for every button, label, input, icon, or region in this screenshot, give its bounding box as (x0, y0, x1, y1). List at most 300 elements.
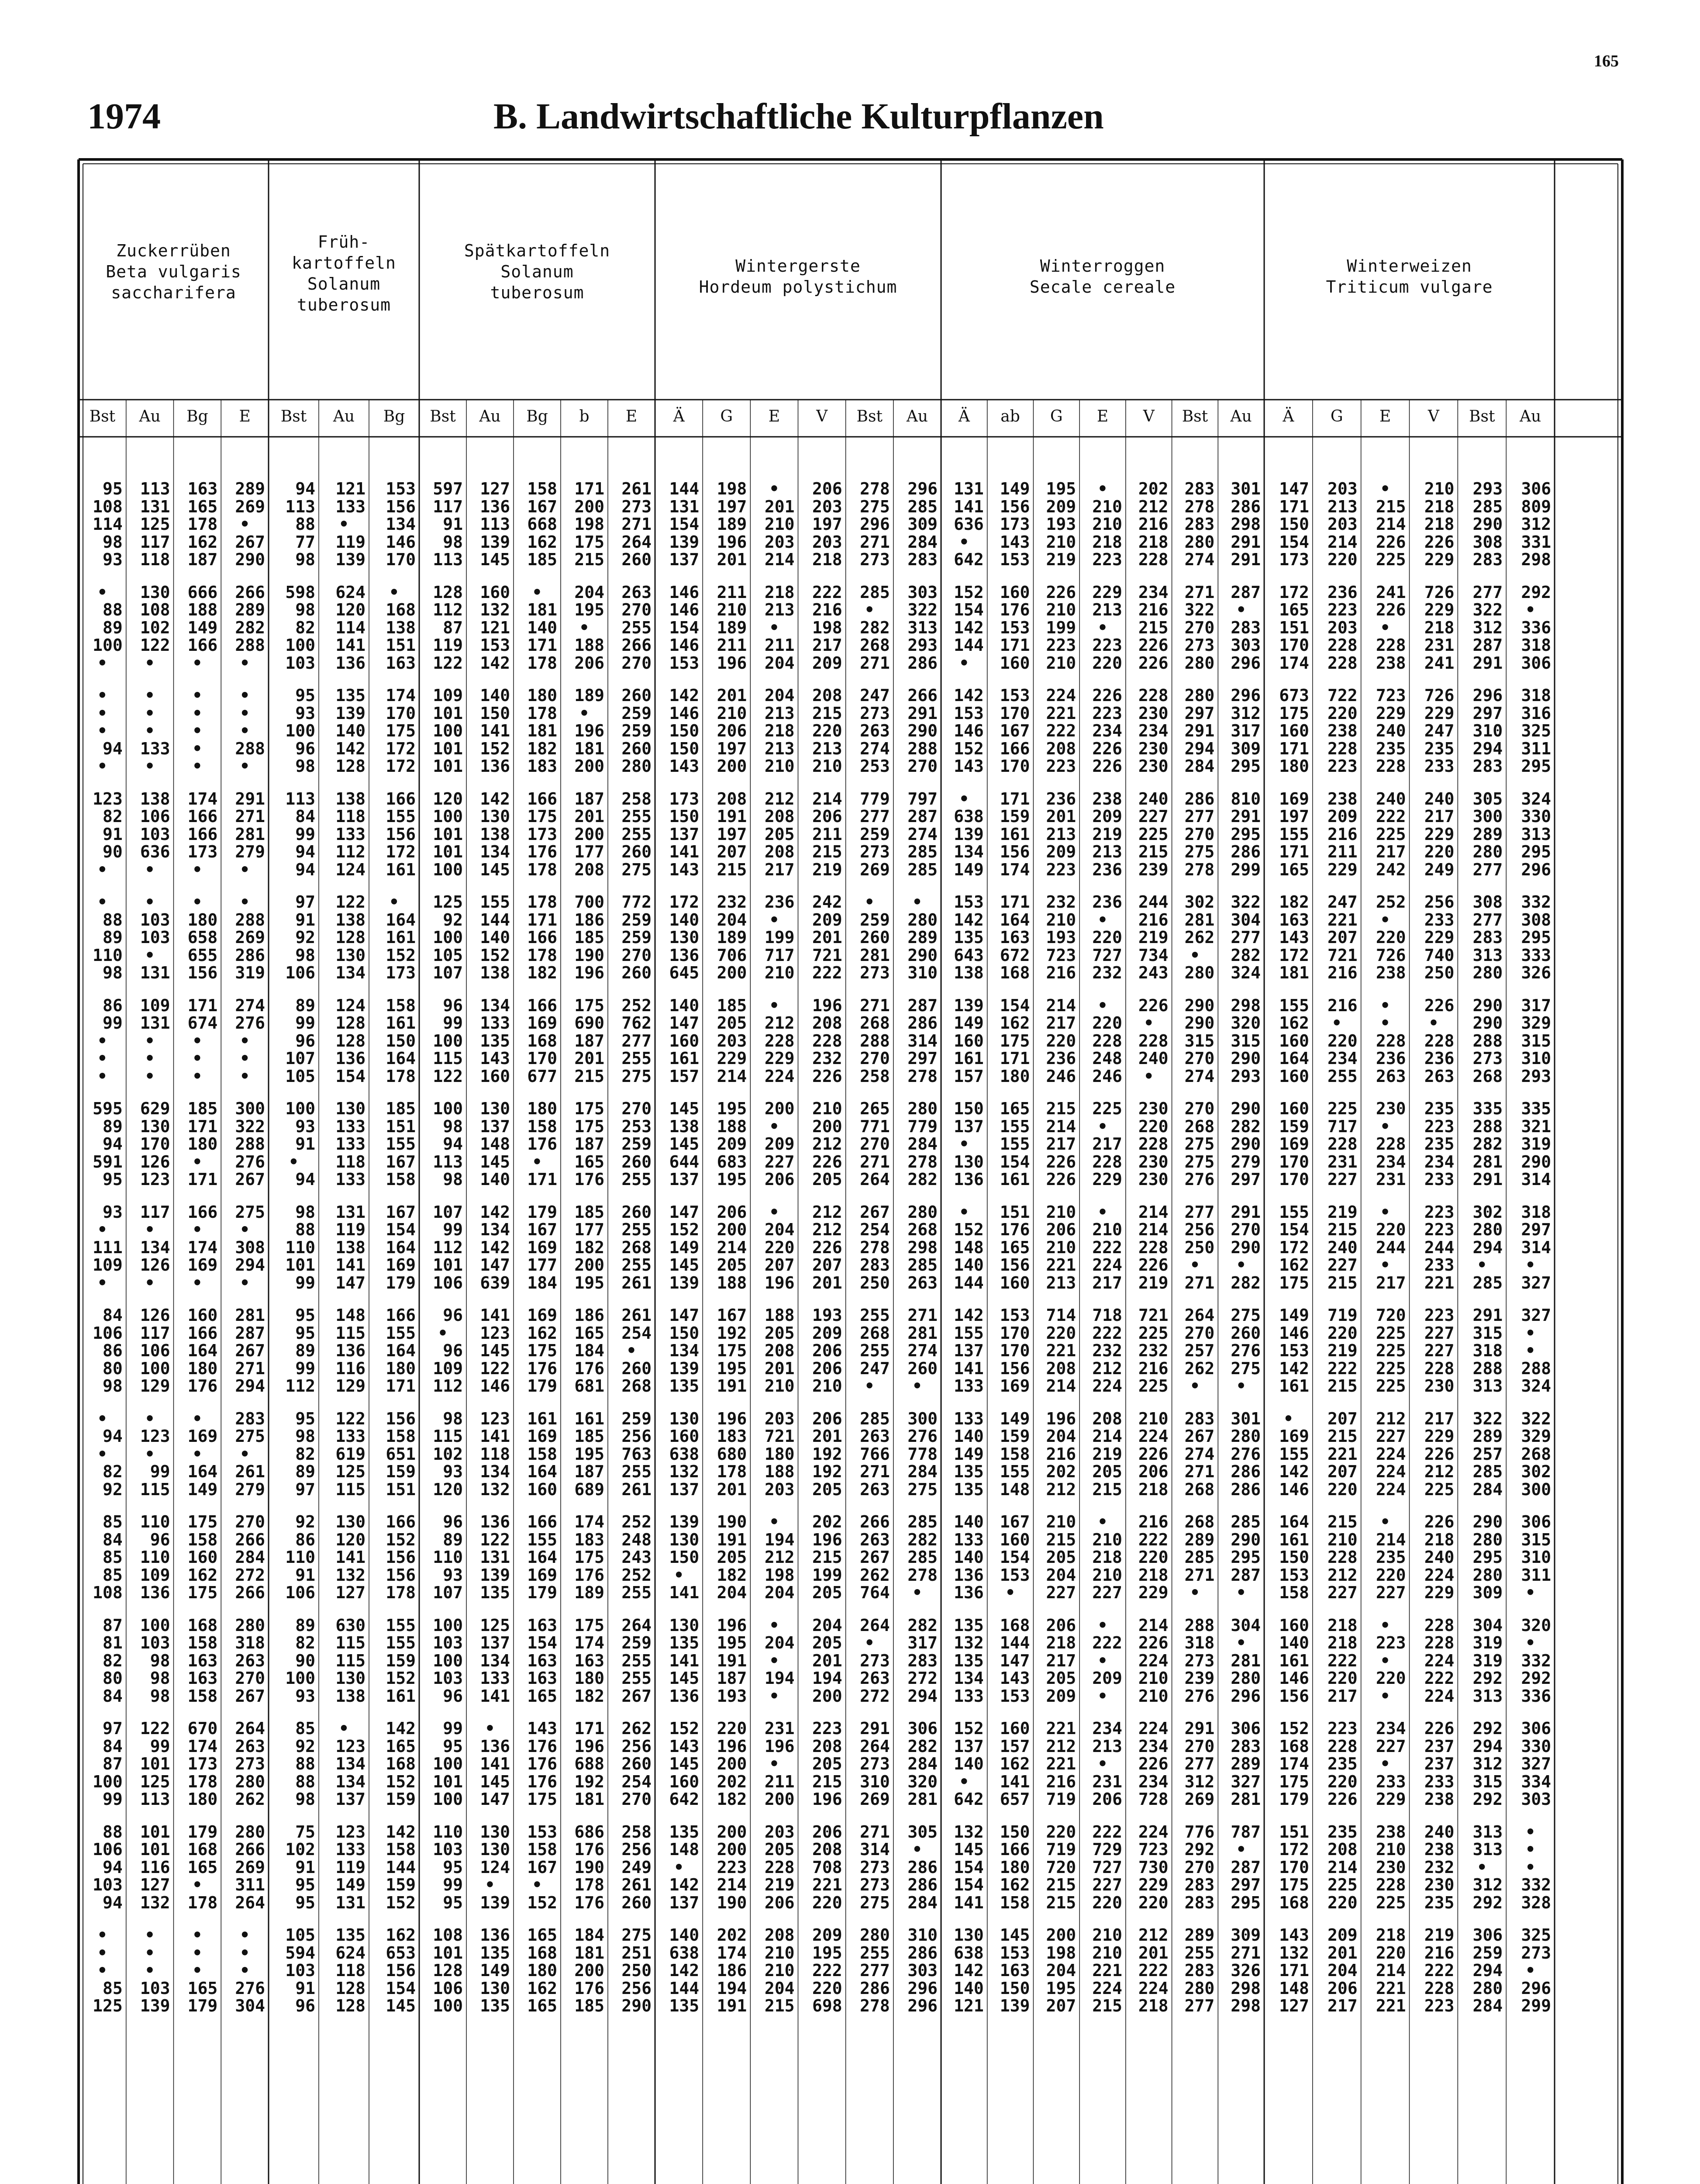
table-cell: 276 (1231, 1341, 1261, 1360)
table-cell: 203 (1328, 618, 1358, 637)
table-cell: 216 (1328, 995, 1358, 1015)
table-cell: 176 (574, 1170, 604, 1189)
table-cell: 229 (1092, 582, 1122, 602)
table-cell: • (1236, 1633, 1246, 1652)
table-cell: • (192, 1220, 203, 1239)
table-cell: 141 (954, 497, 984, 516)
table-cell: 213 (1092, 1736, 1122, 1756)
table-cell: 84 (102, 1736, 123, 1756)
table-cell: 205 (812, 1479, 842, 1499)
table-cell: 281 (860, 945, 890, 965)
table-cell: 140 (669, 995, 700, 1015)
table-cell: 160 (1000, 582, 1030, 602)
table-cell: 161 (386, 1686, 416, 1706)
table-cell: • (864, 892, 875, 912)
table-cell: 222 (1376, 807, 1406, 826)
table-cell: 284 (235, 1548, 265, 1567)
table-cell: 162 (527, 532, 557, 552)
table-cell: 81 (102, 1633, 123, 1652)
table-cell: 166 (1000, 1840, 1030, 1859)
column-header: ab (1000, 408, 1020, 425)
table-cell: 106 (285, 1583, 315, 1602)
table-cell: 139 (480, 1565, 510, 1585)
table-cell: 226 (1424, 995, 1455, 1015)
table-cell: 655 (187, 945, 218, 965)
table-cell: 201 (574, 1049, 604, 1068)
table-cell: 256 (621, 1840, 652, 1859)
table-cell: 198 (764, 1565, 795, 1585)
table-cell: 234 (1138, 582, 1169, 602)
table-cell: 147 (669, 1202, 700, 1222)
table-cell: 137 (669, 1893, 700, 1912)
table-cell: 92 (295, 928, 315, 947)
table-cell: 154 (954, 1857, 984, 1877)
table-cell: 217 (1092, 1134, 1122, 1154)
table-cell: 134 (480, 995, 510, 1015)
table-cell: 214 (1328, 532, 1358, 552)
table-cell: 171 (1279, 842, 1309, 861)
table-cell: 242 (1376, 860, 1406, 879)
table-cell: 301 (1231, 479, 1261, 498)
table-cell: 271 (1184, 582, 1215, 602)
table-cell: 161 (386, 860, 416, 879)
table-cell: 154 (669, 618, 700, 637)
table-cell: 306 (907, 1719, 938, 1738)
table-cell: 170 (1279, 1170, 1309, 1189)
table-cell: 207 (1328, 928, 1358, 947)
table-cell: 160 (1279, 1099, 1309, 1118)
table-cell: 154 (1279, 1220, 1309, 1239)
table-cell: 136 (669, 945, 700, 965)
table-cell: 174 (574, 1633, 604, 1652)
table-cell: • (1525, 1857, 1536, 1877)
table-cell: • (1380, 1116, 1390, 1136)
table-cell: 291 (860, 1719, 890, 1738)
table-cell: 277 (1472, 910, 1503, 930)
table-cell: 228 (1328, 1134, 1358, 1154)
table-cell: 186 (574, 1306, 604, 1325)
table-cell: 98 (150, 1651, 170, 1670)
table-cell: 329 (1521, 1013, 1551, 1033)
table-cell: 217 (1424, 1409, 1455, 1428)
table-cell: 281 (235, 824, 265, 844)
table-cell: 124 (335, 860, 366, 879)
table-cell: 681 (574, 1376, 604, 1396)
table-cell: 130 (335, 1669, 366, 1688)
column-header: b (579, 408, 590, 425)
table-cell: 298 (907, 1237, 938, 1257)
table-cell: 140 (954, 1512, 984, 1531)
table-cell: 272 (907, 1669, 938, 1688)
table-cell: 147 (1279, 479, 1309, 498)
table-cell: 168 (527, 1943, 557, 1963)
table-cell: 206 (1092, 1790, 1122, 1809)
table-cell: 163 (1000, 1961, 1030, 1980)
table-cell: 157 (954, 1066, 984, 1086)
table-cell: 158 (386, 995, 416, 1015)
table-cell: 263 (235, 1651, 265, 1670)
column-header: Ä (1283, 408, 1294, 425)
table-cell: 278 (860, 1996, 890, 2015)
table-cell: 273 (1472, 1049, 1503, 1068)
table-cell: 160 (1279, 1066, 1309, 1086)
table-cell: 156 (386, 1548, 416, 1567)
table-cell: 624 (335, 1943, 366, 1963)
table-cell: • (1236, 600, 1246, 619)
table-cell: 176 (527, 1134, 557, 1154)
crop-header: Wintergerste Hordeum polystichum (699, 256, 897, 297)
table-cell: 296 (1472, 686, 1503, 705)
table-cell: 286 (860, 1978, 890, 1998)
table-cell: 259 (860, 910, 890, 930)
table-cell: 229 (1328, 860, 1358, 879)
table-cell: 149 (954, 1013, 984, 1033)
table-cell: 178 (527, 653, 557, 673)
table-cell: 226 (1092, 757, 1122, 776)
table-cell: 151 (386, 1116, 416, 1136)
table-cell: 164 (386, 1049, 416, 1068)
table-cell: 327 (1231, 1772, 1261, 1791)
table-cell: 271 (1184, 1565, 1215, 1585)
table-cell: 153 (1279, 1341, 1309, 1360)
table-cell: 273 (860, 550, 890, 569)
table-cell: 100 (433, 928, 463, 947)
table-cell: 221 (1046, 1255, 1076, 1275)
table-cell: 200 (717, 1220, 747, 1239)
table-cell: 291 (1231, 550, 1261, 569)
table-cell: 113 (480, 515, 510, 534)
table-cell: 166 (527, 928, 557, 947)
table-cell: 139 (954, 824, 984, 844)
table-cell: 89 (295, 995, 315, 1015)
table-cell: 139 (335, 703, 366, 723)
table-cell: 135 (669, 1633, 700, 1652)
table-cell: 292 (1521, 1669, 1551, 1688)
table-cell: 281 (907, 1323, 938, 1343)
table-cell: 144 (669, 479, 700, 498)
table-cell: 238 (1376, 963, 1406, 982)
table-cell: 134 (140, 1237, 170, 1257)
table-cell: 193 (1046, 928, 1076, 947)
table-cell: 227 (1092, 1583, 1122, 1602)
table-cell: 270 (1184, 618, 1215, 637)
table-cell: 195 (574, 1444, 604, 1464)
table-cell: 163 (1279, 910, 1309, 930)
table-cell: 216 (1138, 600, 1169, 619)
table-cell: 271 (235, 807, 265, 826)
table-cell: 290 (621, 1996, 652, 2015)
table-cell: 225 (1092, 1099, 1122, 1118)
table-cell: 210 (1046, 600, 1076, 619)
table-cell: 85 (102, 1512, 123, 1531)
table-cell: 178 (527, 892, 557, 912)
table-cell: • (240, 1444, 250, 1464)
table-cell: 280 (235, 1822, 265, 1842)
table-cell: • (1380, 1651, 1390, 1670)
table-cell: 215 (1092, 1479, 1122, 1499)
table-cell: 191 (717, 1376, 747, 1396)
table-cell: 82 (102, 1651, 123, 1670)
table-cell: 115 (335, 1651, 366, 1670)
table-cell: 306 (1521, 1719, 1551, 1738)
table-cell: 172 (1279, 1237, 1309, 1257)
table-cell: 151 (386, 636, 416, 655)
table-cell: 125 (433, 892, 463, 912)
table-cell: 142 (480, 789, 510, 809)
table-cell: 226 (1046, 1170, 1076, 1189)
table-cell: 156 (386, 497, 416, 516)
table-cell: 322 (1472, 600, 1503, 619)
table-cell: 304 (1472, 1615, 1503, 1635)
table-cell: 159 (386, 1790, 416, 1809)
table-cell: 177 (527, 1255, 557, 1275)
table-cell: 222 (1046, 721, 1076, 740)
table-cell: 162 (527, 1323, 557, 1343)
table-cell: 135 (480, 1943, 510, 1963)
table-cell: 196 (717, 653, 747, 673)
table-cell: 762 (621, 1013, 652, 1033)
table-cell: 99 (295, 1013, 315, 1033)
table-cell: 255 (621, 807, 652, 826)
table-cell: 136 (480, 757, 510, 776)
table-cell: 231 (1376, 1170, 1406, 1189)
table-cell: 229 (1138, 1583, 1169, 1602)
table-cell: 225 (1376, 1376, 1406, 1396)
table-cell: 300 (907, 1409, 938, 1428)
table-cell: 224 (1424, 1651, 1455, 1670)
column-header: G (1330, 408, 1343, 425)
table-cell: 110 (285, 1548, 315, 1567)
table-cell: 150 (1000, 1978, 1030, 1998)
table-cell: 174 (187, 1736, 218, 1756)
table-cell: 133 (480, 1669, 510, 1688)
table-cell: 255 (860, 1943, 890, 1963)
table-cell: 217 (1376, 842, 1406, 861)
table-cell: • (1525, 1633, 1536, 1652)
table-cell: 195 (717, 1099, 747, 1118)
table-cell: 181 (574, 739, 604, 758)
table-cell: 128 (335, 1996, 366, 2015)
table-cell: 233 (1424, 1170, 1455, 1189)
table-cell: 178 (386, 1583, 416, 1602)
table-cell: 212 (1138, 1925, 1169, 1945)
table-cell: 84 (102, 1686, 123, 1706)
table-cell: • (145, 1049, 155, 1068)
table-cell: 142 (954, 910, 984, 930)
table-cell: 282 (1472, 1134, 1503, 1154)
table-cell: 160 (954, 1031, 984, 1051)
table-cell: 264 (621, 532, 652, 552)
table-cell: • (769, 910, 779, 930)
table-cell: 201 (717, 1479, 747, 1499)
table-cell: 203 (1328, 479, 1358, 498)
table-cell: 268 (1184, 1116, 1215, 1136)
table-cell: 95 (295, 1306, 315, 1325)
table-cell: 638 (954, 1943, 984, 1963)
table-cell: 226 (1424, 1512, 1455, 1531)
table-cell: 123 (335, 1822, 366, 1842)
table-cell: 286 (1231, 497, 1261, 516)
table-cell: • (579, 618, 590, 637)
table-cell: 312 (1231, 703, 1261, 723)
table-cell: 214 (717, 1237, 747, 1257)
table-cell: 286 (1231, 1462, 1261, 1481)
table-cell: 243 (1138, 963, 1169, 982)
table-cell: 130 (480, 1978, 510, 1998)
table-cell: 220 (1328, 1323, 1358, 1343)
table-cell: 174 (574, 1512, 604, 1531)
table-cell: 140 (480, 1170, 510, 1189)
table-cell: 218 (1328, 1615, 1358, 1635)
table-cell: 698 (812, 1996, 842, 2015)
table-cell: 229 (1424, 1427, 1455, 1446)
table-cell: 320 (907, 1772, 938, 1791)
table-cell: 193 (1046, 515, 1076, 534)
table-cell: • (769, 1754, 779, 1773)
table-cell: • (192, 1409, 203, 1428)
table-cell: 779 (860, 789, 890, 809)
table-cell: 261 (621, 479, 652, 498)
table-cell: 240 (1138, 1049, 1169, 1068)
table-cell: 106 (140, 807, 170, 826)
table-cell: 220 (1046, 1031, 1076, 1051)
table-cell: 274 (907, 824, 938, 844)
table-cell: 285 (860, 1409, 890, 1428)
table-cell: • (769, 1512, 779, 1531)
table-cell: 100 (93, 636, 123, 655)
table-cell: 158 (386, 1840, 416, 1859)
table-cell: 288 (235, 739, 265, 758)
table-cell: 156 (1000, 842, 1030, 861)
table-cell: 144 (480, 910, 510, 930)
table-cell: • (769, 1615, 779, 1635)
table-cell: • (674, 1857, 684, 1877)
table-cell: 273 (860, 842, 890, 861)
table-cell: 210 (812, 1376, 842, 1396)
table-cell: 294 (1472, 1237, 1503, 1257)
table-cell: 91 (102, 824, 123, 844)
table-cell: 161 (1279, 1651, 1309, 1670)
table-cell: 216 (1138, 910, 1169, 930)
table-cell: 172 (1279, 582, 1309, 602)
table-cell: 235 (1424, 1893, 1455, 1912)
table-cell: 135 (480, 1583, 510, 1602)
table-cell: 273 (860, 1651, 890, 1670)
table-cell: 267 (235, 1686, 265, 1706)
table-cell: 165 (1000, 1099, 1030, 1118)
table-cell: 730 (1138, 1857, 1169, 1877)
table-cell: 200 (812, 1686, 842, 1706)
table-cell: 240 (1328, 1237, 1358, 1257)
table-cell: 283 (1184, 1893, 1215, 1912)
table-cell: 159 (386, 1651, 416, 1670)
table-cell: 247 (1424, 721, 1455, 740)
table-cell: 298 (1231, 1978, 1261, 1998)
table-cell: 141 (480, 1686, 510, 1706)
table-cell: 149 (187, 618, 218, 637)
table-cell: 153 (1000, 1306, 1030, 1325)
table-cell: 147 (480, 1790, 510, 1809)
table-cell: • (959, 532, 969, 552)
table-cell: 275 (860, 1893, 890, 1912)
table-cell: 256 (1184, 1220, 1215, 1239)
table-cell: 95 (443, 1736, 463, 1756)
table-cell: 234 (1092, 721, 1122, 740)
table-cell: 117 (433, 497, 463, 516)
table-cell: 87 (443, 618, 463, 637)
table-cell: 287 (1231, 582, 1261, 602)
table-cell: 122 (433, 1066, 463, 1086)
table-cell: 204 (764, 686, 795, 705)
table-cell: 201 (574, 807, 604, 826)
table-cell: 318 (1521, 636, 1551, 655)
table-cell: 266 (907, 686, 938, 705)
table-cell: 306 (1521, 1512, 1551, 1531)
table-cell: 285 (907, 1548, 938, 1567)
table-cell: 91 (295, 1134, 315, 1154)
table-cell: • (485, 1719, 495, 1738)
table-cell: 335 (1521, 1099, 1551, 1118)
table-cell: 219 (1046, 550, 1076, 569)
table-cell: 215 (812, 703, 842, 723)
table-cell: 258 (621, 789, 652, 809)
table-cell: 233 (1424, 1255, 1455, 1275)
table-cell: 283 (860, 1255, 890, 1275)
table-cell: 140 (480, 928, 510, 947)
table-cell: 264 (860, 1170, 890, 1189)
table-cell: 282 (907, 1170, 938, 1189)
table-cell: 271 (860, 1462, 890, 1481)
table-cell: 137 (954, 1116, 984, 1136)
table-cell: 109 (140, 1565, 170, 1585)
table-cell: 263 (1376, 1066, 1406, 1086)
table-cell: • (1380, 1686, 1390, 1706)
table-cell: 320 (1231, 1013, 1261, 1033)
table-cell: 276 (1184, 1686, 1215, 1706)
table-cell: 134 (954, 842, 984, 861)
table-cell: 238 (1424, 1790, 1455, 1809)
table-cell: 228 (1328, 636, 1358, 655)
table-cell: • (145, 860, 155, 879)
table-cell: • (1477, 1255, 1487, 1275)
table-cell: 645 (669, 963, 700, 982)
table-cell: 119 (335, 1220, 366, 1239)
table-cell: 175 (187, 1583, 218, 1602)
table-cell: • (1236, 1376, 1246, 1396)
table-cell: • (192, 1066, 203, 1086)
table-cell: 195 (717, 1633, 747, 1652)
table-cell: 153 (1000, 1565, 1030, 1585)
table-cell: 226 (1424, 1444, 1455, 1464)
table-cell: 197 (812, 515, 842, 534)
table-cell: • (97, 582, 107, 602)
table-cell: 94 (102, 739, 123, 758)
table-cell: 212 (1376, 1409, 1406, 1428)
table-cell: 223 (1424, 1306, 1455, 1325)
table-cell: 160 (669, 1031, 700, 1051)
table-cell: 280 (1472, 1220, 1503, 1239)
table-cell: 624 (335, 582, 366, 602)
table-cell: 310 (1472, 721, 1503, 740)
table-cell: 132 (1279, 1943, 1309, 1963)
table-cell: 273 (860, 963, 890, 982)
table-cell: 152 (527, 1893, 557, 1912)
column-header: V (1143, 408, 1155, 425)
table-cell: 145 (480, 1341, 510, 1360)
table-cell: 222 (1092, 1323, 1122, 1343)
table-cell: 232 (1138, 1341, 1169, 1360)
table-cell: 268 (860, 1013, 890, 1033)
